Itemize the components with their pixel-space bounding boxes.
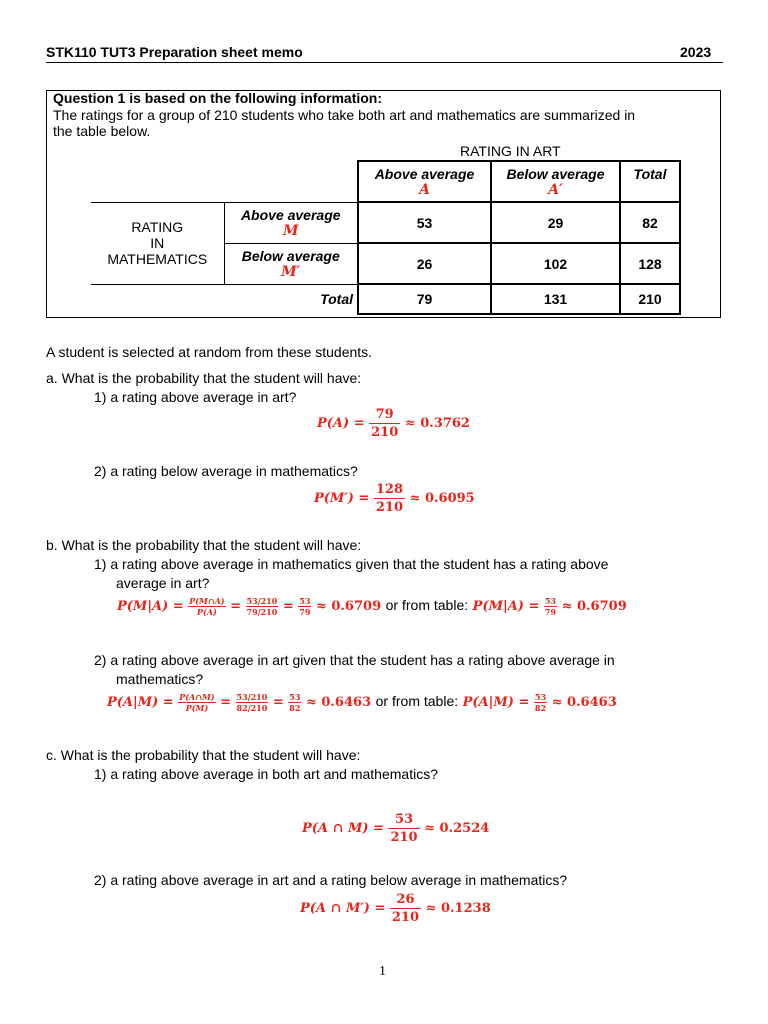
part-b-q2-line2: mathematics? [116, 671, 204, 687]
answer-c2: P(A ∩ M′) = $\frac{26}{210}$ ≈ 0.1238 [300, 892, 491, 925]
cell-total-above: 79 [358, 284, 491, 314]
row-header-below-average: Below average M′ [224, 243, 358, 284]
page-number: 1 [379, 964, 386, 979]
part-c-q1: 1) a rating above average in both art and mathematics? [94, 766, 438, 782]
table-title: RATING IN ART [460, 143, 561, 159]
part-b-q2-line1: 2) a rating above average in art given that the student has a rating above average in [94, 652, 615, 668]
part-a-q1: 1) a rating above average in art? [94, 389, 297, 405]
part-b-question: b. What is the probability that the student will have: [46, 537, 362, 553]
answer-a2: P(M′) = $\frac{128}{210}$ ≈ 0.6095 [314, 482, 475, 515]
row-group-label: RATING IN MATHEMATICS [91, 202, 224, 284]
cell-below-below: 102 [491, 243, 620, 284]
answer-b1: P(M|A) = $\frac{P(M\cap A)}{P(A)}$ = $\frac{53/210}{79/210}$ = $\frac{53}{79}$ ≈ 0.6709 or from table: P(M|A) = $\frac{53}{79}$ ≈ 0.6709 [117, 596, 627, 617]
cell-above-total: 82 [620, 202, 680, 243]
cell-below-total: 128 [620, 243, 680, 284]
answer-c1: P(A ∩ M) = $\frac{53}{210}$ ≈ 0.2524 [302, 812, 490, 845]
col-header-below-average: Below average A′ [491, 161, 620, 202]
part-a-q2: 2) a rating below average in mathematics? [94, 463, 358, 479]
part-c-q2: 2) a rating above average in art and a rating below average in mathematics? [94, 872, 568, 888]
info-heading: Question 1 is based on the following information: [53, 90, 383, 106]
cell-above-below: 29 [491, 202, 620, 243]
part-a-question: a. What is the probability that the student will have: [46, 370, 362, 386]
part-c-question: c. What is the probability that the student will have: [46, 747, 361, 763]
answer-a1: P(A) = $\frac{79}{210}$ ≈ 0.3762 [317, 407, 470, 440]
col-header-above-average: Above average A [358, 161, 491, 202]
col-header-total: Total [620, 161, 680, 202]
cell-total-total: 210 [620, 284, 680, 314]
contingency-table [91, 160, 681, 315]
cell-above-above: 53 [358, 202, 491, 243]
part-b-q1-line1: 1) a rating above average in mathematics given that the student has a rating above [94, 556, 609, 572]
row-header-total: Total [320, 291, 353, 308]
row-header-above-average: Above average M [224, 202, 358, 243]
answer-b2: P(A|M) = $\frac{P(A\cap M)}{P(M)}$ = $\frac{53/210}{82/210}$ = $\frac{53}{82}$ ≈ 0.6463 or from table: P(A|M) = $\frac{53}{82}$ ≈ 0.6463 [107, 692, 617, 713]
info-text-line2: the table below. [53, 123, 151, 139]
part-b-q1-line2: average in art? [116, 575, 210, 591]
document-year: 2023 [680, 44, 712, 60]
document-title: STK110 TUT3 Preparation sheet memo [46, 44, 303, 60]
info-text-line1: The ratings for a group of 210 students who take both art and mathematics are summarized in [53, 107, 636, 123]
header-rule [46, 62, 723, 63]
cell-below-above: 26 [358, 243, 491, 284]
intro-text: A student is selected at random from these students. [46, 344, 373, 360]
cell-total-below: 131 [491, 284, 620, 314]
